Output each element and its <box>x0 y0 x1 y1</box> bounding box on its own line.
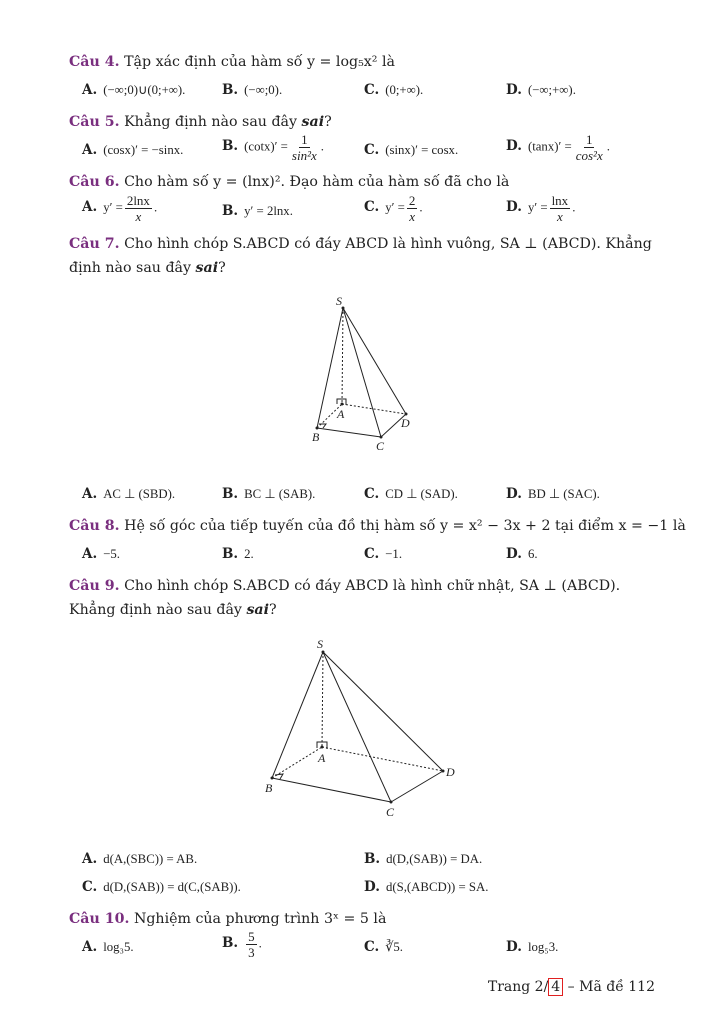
q6-option-c[interactable]: C. y′ = $\frac{2}{x}$ . <box>364 193 423 224</box>
q4-option-a[interactable]: A. (−∞;0)∪(0;+∞). <box>82 82 186 98</box>
footer-suffix: – Mã đề 112 <box>563 979 655 995</box>
question-number: Câu 5. <box>69 114 120 130</box>
question-7: Câu 7. Cho hình chóp S.ABCD có đáy ABCD là hình vuông, SA ⊥ (ABCD). Khẳng định nào sau đây sai? <box>69 236 652 276</box>
q7-option-b[interactable]: B. BC ⊥ (SAB). <box>222 486 316 502</box>
fraction: $\frac{1}{\text{sin²x}}$ <box>291 132 317 163</box>
q9-option-b[interactable]: B. d(D,(SAB)) = DA. <box>364 851 483 867</box>
question-6 <box>69 172 509 192</box>
q4-option-d[interactable]: D. (−∞;+∞). <box>506 82 576 98</box>
question-number: Câu 10. <box>69 911 130 927</box>
question-text: Cho hình chóp S.ABCD có đáy ABCD là hình vuông, SA ⊥ (ABCD). Khẳng định nào sau đây <box>69 236 652 276</box>
edge-SA <box>322 652 323 747</box>
edge-SC <box>323 652 391 802</box>
q10-option-c[interactable]: C. ∛5. <box>364 939 403 955</box>
edge-SD <box>323 652 443 771</box>
q4-option-c[interactable]: C. (0;+∞). <box>364 82 424 98</box>
vertex-label-A: A <box>318 751 326 765</box>
question-text: Tập xác định của hàm số y = log₅x² là <box>124 54 395 70</box>
edge-AB <box>272 747 322 778</box>
q10-option-b[interactable]: B. $\frac{5}{3}$ . <box>222 929 262 960</box>
q7-option-c[interactable]: C. CD ⊥ (SAD). <box>364 486 458 502</box>
edge-SC <box>343 308 381 437</box>
fraction: $\frac{2}{x}$ <box>408 193 416 224</box>
edge-BC <box>317 428 381 437</box>
q8-option-d[interactable]: D. 6. <box>506 546 538 562</box>
question-text: Cho hình chóp S.ABCD có đáy ABCD là hình chữ nhật, SA ⊥ (ABCD). Khẳng định nào sau đây <box>69 578 621 618</box>
question-8 <box>69 516 686 536</box>
pyramid-figure-rectangle <box>255 632 465 822</box>
vertex-label-A: A <box>337 407 345 421</box>
emphasis-word: sai <box>195 260 219 276</box>
q9-option-a[interactable]: A. d(A,(SBC)) = AB. <box>82 851 198 867</box>
vertex-label-C: C <box>386 805 395 819</box>
q6-option-b[interactable]: B. y′ = 2lnx. <box>222 203 293 219</box>
pyramid-figure-square <box>300 290 430 460</box>
q5-option-b[interactable]: B. (cotx)′ = $\frac{1}{\text{sin²x}}$ . <box>222 132 324 163</box>
question-4 <box>69 52 395 72</box>
question-number: Câu 8. <box>69 518 120 534</box>
question-text: Hệ số góc của tiếp tuyến của đồ thị hàm số y = x² − 3x + 2 tại điểm x = −1 là <box>124 518 686 534</box>
edge-CD <box>391 771 443 802</box>
fraction: $\frac{2\ln x}{x}$ <box>126 193 150 224</box>
question-5: Câu 5. Khẳng định nào sau đây sai? <box>69 114 332 130</box>
edge-BC <box>272 778 391 802</box>
q9-option-c[interactable]: C. d(D,(SAB)) = d(C,(SAB)). <box>82 879 241 895</box>
question-9: Câu 9. Cho hình chóp S.ABCD có đáy ABCD là hình chữ nhật, SA ⊥ (ABCD). Khẳng định nào sau đây sai? <box>69 578 621 618</box>
q9-option-d[interactable]: D. d(S,(ABCD)) = SA. <box>364 879 489 895</box>
question-text: Khẳng định nào sau đây <box>124 114 297 130</box>
q8-option-c[interactable]: C. −1. <box>364 546 403 562</box>
edge-SD <box>343 308 406 414</box>
vertex-label-S: S <box>336 294 342 308</box>
q5-option-c[interactable]: C. (sinx)′ = cosx. <box>364 142 459 158</box>
vertex-label-C: C <box>376 439 385 453</box>
edge-AD <box>322 747 443 771</box>
question-text: Nghiệm của phương trình 3ˣ = 5 là <box>133 911 387 927</box>
page-footer <box>488 978 655 996</box>
question-number: Câu 9. <box>69 578 120 594</box>
q7-option-d[interactable]: D. BD ⊥ (SAC). <box>506 486 600 502</box>
vertex-label-D: D <box>401 416 410 430</box>
vertex-label-D: D <box>446 765 455 779</box>
emphasis-word: sai <box>301 114 325 130</box>
q5-option-d[interactable]: D. (tanx)′ = $\frac{1}{\text{cos²x}}$ . <box>506 132 610 163</box>
q4-option-b[interactable]: B. (−∞;0). <box>222 82 283 98</box>
right-angle-mark-B <box>275 774 283 779</box>
emphasis-word: sai <box>246 602 270 618</box>
q7-option-a[interactable]: A. AC ⊥ (SBD). <box>82 486 176 502</box>
question-number: Câu 6. <box>69 174 120 190</box>
fraction: $\frac{5}{3}$ <box>248 929 255 960</box>
q6-option-d[interactable]: D. y′ = $\frac{\ln x}{x}$ . <box>506 193 576 224</box>
q5-option-a[interactable]: A. (cosx)′ = −sinx. <box>82 142 184 158</box>
q10-option-d[interactable]: D. log₅3. <box>506 939 559 955</box>
edge-SB <box>272 652 323 778</box>
q8-option-b[interactable]: B. 2. <box>222 546 254 562</box>
vertex-label-B: B <box>265 781 273 795</box>
fraction: $\frac{\ln x}{x}$ <box>551 193 569 224</box>
vertex-label-B: B <box>312 430 320 444</box>
vertex-label-S: S <box>317 637 323 651</box>
question-10 <box>69 909 386 929</box>
q6-option-a[interactable]: A. y′ = $\frac{2\ln x}{x}$ . <box>82 193 158 224</box>
question-number: Câu 7. <box>69 236 120 252</box>
footer-prefix: Trang 2/ <box>487 979 549 995</box>
edge-SA <box>342 308 343 404</box>
fraction: $\frac{1}{\text{cos²x}}$ <box>575 132 603 163</box>
q10-option-a[interactable]: A. log₃5. <box>82 939 134 955</box>
page-number-box: 4 <box>548 978 563 996</box>
question-number: Câu 4. <box>69 54 120 70</box>
q8-option-a[interactable]: A. −5. <box>82 546 121 562</box>
question-text: Cho hàm số y = (lnx)². Đạo hàm của hàm số đã cho là <box>124 174 510 190</box>
